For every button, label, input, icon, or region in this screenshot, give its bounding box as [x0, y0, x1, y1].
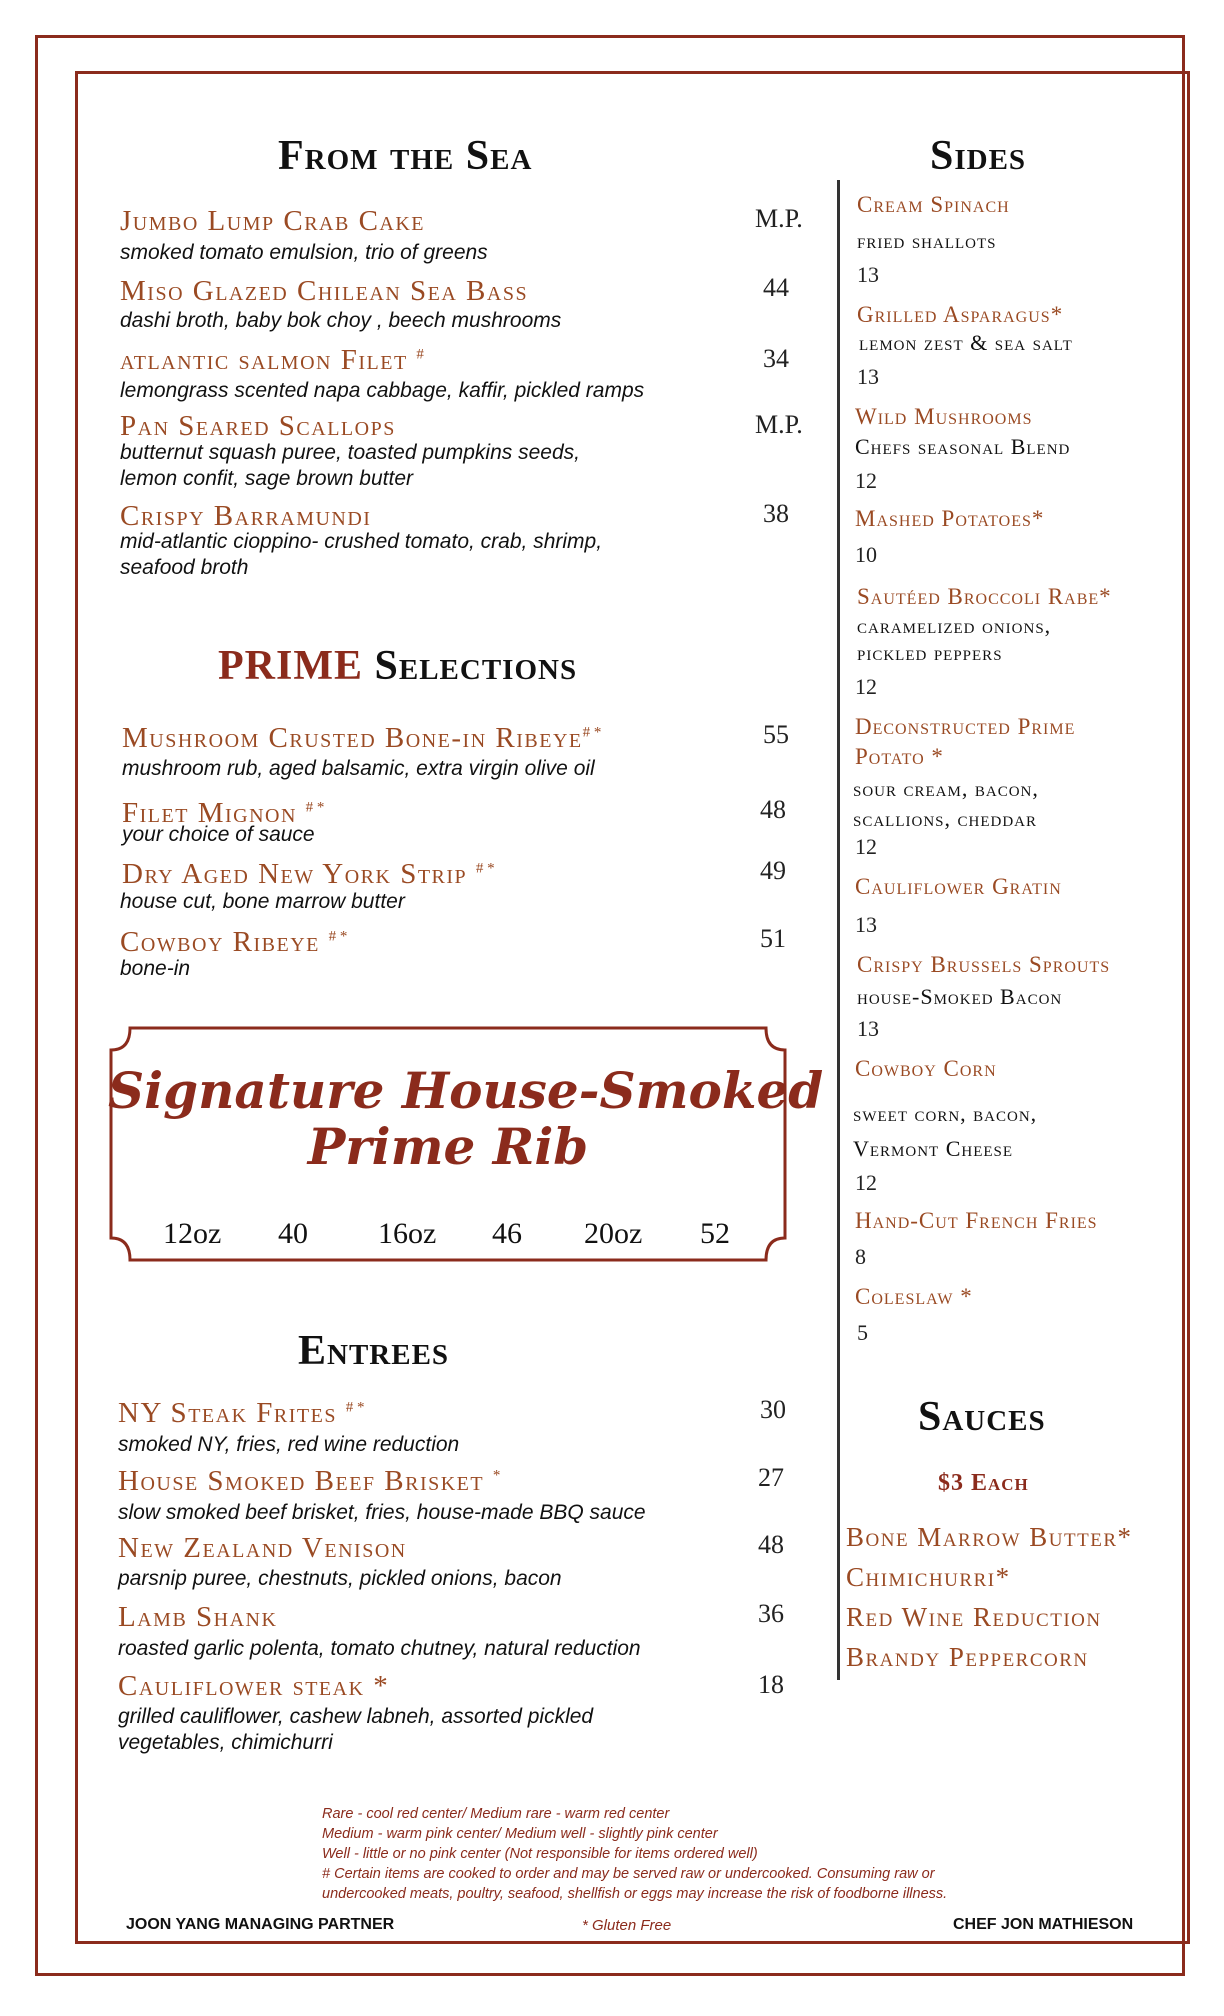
side-desc: fried shallots: [857, 228, 997, 253]
menu-item-desc: lemongrass scented napa cabbage, kaffir, pickled ramps: [120, 379, 645, 402]
side-name: Hand-Cut French Fries: [855, 1208, 1098, 1233]
menu-item-name: Jumbo Lump Crab Cake: [120, 205, 426, 237]
menu-item-desc: grilled cauliflower, cashew labneh, assorted pickled vegetables, chimichurri: [118, 1705, 594, 1754]
menu-item-desc: smoked tomato emulsion, trio of greens: [120, 241, 488, 264]
menu-item-price: 34: [763, 344, 789, 373]
menu-item-price: 44: [763, 273, 789, 302]
menu-item-price: 51: [760, 924, 786, 953]
side-price: 12: [855, 468, 877, 493]
prime-rib-price: 52: [700, 1217, 730, 1250]
sauce-item: Red Wine Reduction: [846, 1602, 1102, 1632]
menu-item-desc: slow smoked beef brisket, fries, house-made BBQ sauce: [118, 1501, 646, 1524]
side-name: Deconstructed Prime Potato *: [855, 714, 1076, 769]
prime-rib-price: 46: [492, 1217, 522, 1250]
menu-item-name: Miso Glazed Chilean Sea Bass: [120, 275, 529, 307]
menu-item-mark: # *: [328, 928, 348, 945]
menu-item-name: Crispy Barramundi: [120, 500, 372, 532]
side-price: 13: [855, 912, 877, 937]
side-price: 13: [857, 1016, 879, 1041]
sauce-item: Brandy Peppercorn: [846, 1642, 1089, 1672]
menu-item-desc: mid-atlantic cioppino- crushed tomato, crab, shrimp, seafood broth: [120, 530, 603, 579]
side-price: 13: [857, 262, 879, 287]
menu-item-name: atlantic salmon Filet #: [120, 344, 424, 376]
side-price: 8: [855, 1244, 866, 1269]
side-desc: caramelized onions, pickled peppers: [857, 613, 1052, 665]
menu-item-price: 36: [758, 1599, 784, 1628]
side-name: Grilled Asparagus*: [857, 302, 1064, 327]
menu-item-mark: # *: [475, 860, 495, 877]
menu-item-price: 38: [763, 499, 789, 528]
menu-item-name: Cauliflower steak *: [118, 1670, 390, 1702]
signature-title-line2: Prime Rib: [307, 1117, 589, 1176]
side-price: 12: [855, 674, 877, 699]
menu-item-desc: dashi broth, baby bok choy , beech mushrooms: [120, 309, 562, 332]
side-price: 10: [855, 542, 877, 567]
menu-item-mark: #: [416, 346, 424, 363]
menu-item-desc: smoked NY, fries, red wine reduction: [118, 1433, 460, 1456]
side-desc: sour cream, bacon, scallions, cheddar: [853, 776, 1039, 831]
menu-item-price: 30: [760, 1395, 786, 1424]
menu-item-price: 27: [758, 1463, 784, 1492]
consumer-advisory: undercooked meats, poultry, seafood, shellfish or eggs may increase the risk of foodborne illness.: [322, 1886, 948, 1902]
prime-rib-size: 20oz: [584, 1217, 643, 1250]
menu-item-desc: parsnip puree, chestnuts, pickled onions, bacon: [118, 1567, 562, 1590]
side-price: 5: [857, 1320, 868, 1345]
menu-item-name: New Zealand Venison: [118, 1532, 407, 1564]
side-name: Coleslaw *: [855, 1284, 973, 1309]
menu-item-price: 55: [763, 720, 789, 749]
menu-item-mark: *: [492, 1467, 501, 1484]
menu-item-price: 18: [758, 1670, 784, 1699]
signature-title-line1: Signature House-Smoked: [108, 1061, 824, 1120]
sauces-price: $3 Each: [938, 1470, 1029, 1496]
side-price: 12: [855, 1170, 877, 1195]
prime-rib-price: 40: [278, 1217, 308, 1250]
menu-item-desc: roasted garlic polenta, tomato chutney, natural reduction: [118, 1637, 641, 1660]
side-name: Mashed Potatoes*: [855, 506, 1045, 531]
menu-item-price: 48: [760, 795, 786, 824]
menu-item-desc: mushroom rub, aged balsamic, extra virgin olive oil: [122, 757, 595, 780]
menu-item-desc: your choice of sauce: [122, 823, 315, 846]
side-name: Cauliflower Gratin: [855, 874, 1062, 899]
sauce-item: Chimichurri*: [846, 1562, 1011, 1592]
menu-item-price: M.P.: [755, 410, 803, 439]
menu-item-mark: # *: [305, 799, 325, 816]
side-desc: sweet corn, bacon, Vermont Cheese: [853, 1101, 1038, 1161]
menu-item-name: Filet Mignon # *: [122, 797, 325, 829]
section-title-sides: Sides: [930, 133, 1027, 179]
side-name: Wild Mushrooms: [855, 404, 1033, 429]
prime-word: PRIME: [218, 643, 363, 689]
side-desc: Chefs seasonal Blend: [855, 434, 1071, 459]
section-title-sauces: Sauces: [918, 1394, 1046, 1440]
side-name: Cream Spinach: [857, 192, 1010, 217]
side-name: Sautéed Broccoli Rabe*: [857, 584, 1112, 609]
menu-item-price: 49: [760, 856, 786, 885]
consumer-advisory: # Certain items are cooked to order and may be served raw or undercooked. Consuming raw or: [322, 1866, 935, 1882]
menu-item-name: Pan Seared Scallops: [120, 410, 396, 442]
prime-rib-size: 16oz: [378, 1217, 437, 1250]
side-name: Cowboy Corn: [855, 1056, 997, 1081]
doneness-note: Medium - warm pink center/ Medium well - slightly pink center: [322, 1826, 718, 1842]
menu-item-name: Lamb Shank: [118, 1601, 278, 1633]
sauce-item: Bone Marrow Butter*: [846, 1522, 1133, 1552]
side-price: 13: [857, 364, 879, 389]
menu-item-name: Dry Aged New York Strip # *: [122, 858, 495, 890]
doneness-note: Rare - cool red center/ Medium rare - warm red center: [322, 1806, 670, 1822]
menu-item-name: Mushroom Crusted Bone-in Ribeye# *: [122, 722, 602, 754]
side-desc: lemon zest & sea salt: [859, 330, 1073, 355]
column-divider: [837, 180, 840, 1680]
menu-item-name: House Smoked Beef Brisket *: [118, 1465, 501, 1497]
managing-partner-signature: JOON YANG MANAGING PARTNER: [126, 1916, 395, 1933]
section-title-prime: PRIME Selections: [218, 643, 578, 689]
section-title-entrees: Entrees: [298, 1328, 450, 1374]
side-price: 12: [855, 834, 877, 859]
prime-rib-size: 12oz: [163, 1217, 222, 1250]
menu-item-mark: # *: [345, 1399, 365, 1416]
menu-item-name: Cowboy Ribeye # *: [120, 926, 348, 958]
menu-item-desc: bone-in: [120, 957, 191, 980]
side-desc: house-Smoked Bacon: [857, 984, 1063, 1009]
menu-item-name: NY Steak Frites # *: [118, 1397, 365, 1429]
gluten-free-note: * Gluten Free: [582, 1917, 672, 1934]
chef-signature: CHEF JON MATHIESON: [953, 1916, 1134, 1933]
menu-item-mark: # *: [582, 724, 602, 741]
side-name: Crispy Brussels Sprouts: [857, 952, 1111, 977]
menu-item-desc: butternut squash puree, toasted pumpkins seeds, lemon confit, sage brown butter: [120, 441, 580, 490]
menu-item-price: 48: [758, 1530, 784, 1559]
section-title-sea: From the Sea: [278, 133, 533, 179]
menu-item-desc: house cut, bone marrow butter: [120, 890, 405, 913]
menu-item-price: M.P.: [755, 204, 803, 233]
doneness-note: Well - little or no pink center (Not responsible for items ordered well): [322, 1846, 758, 1862]
